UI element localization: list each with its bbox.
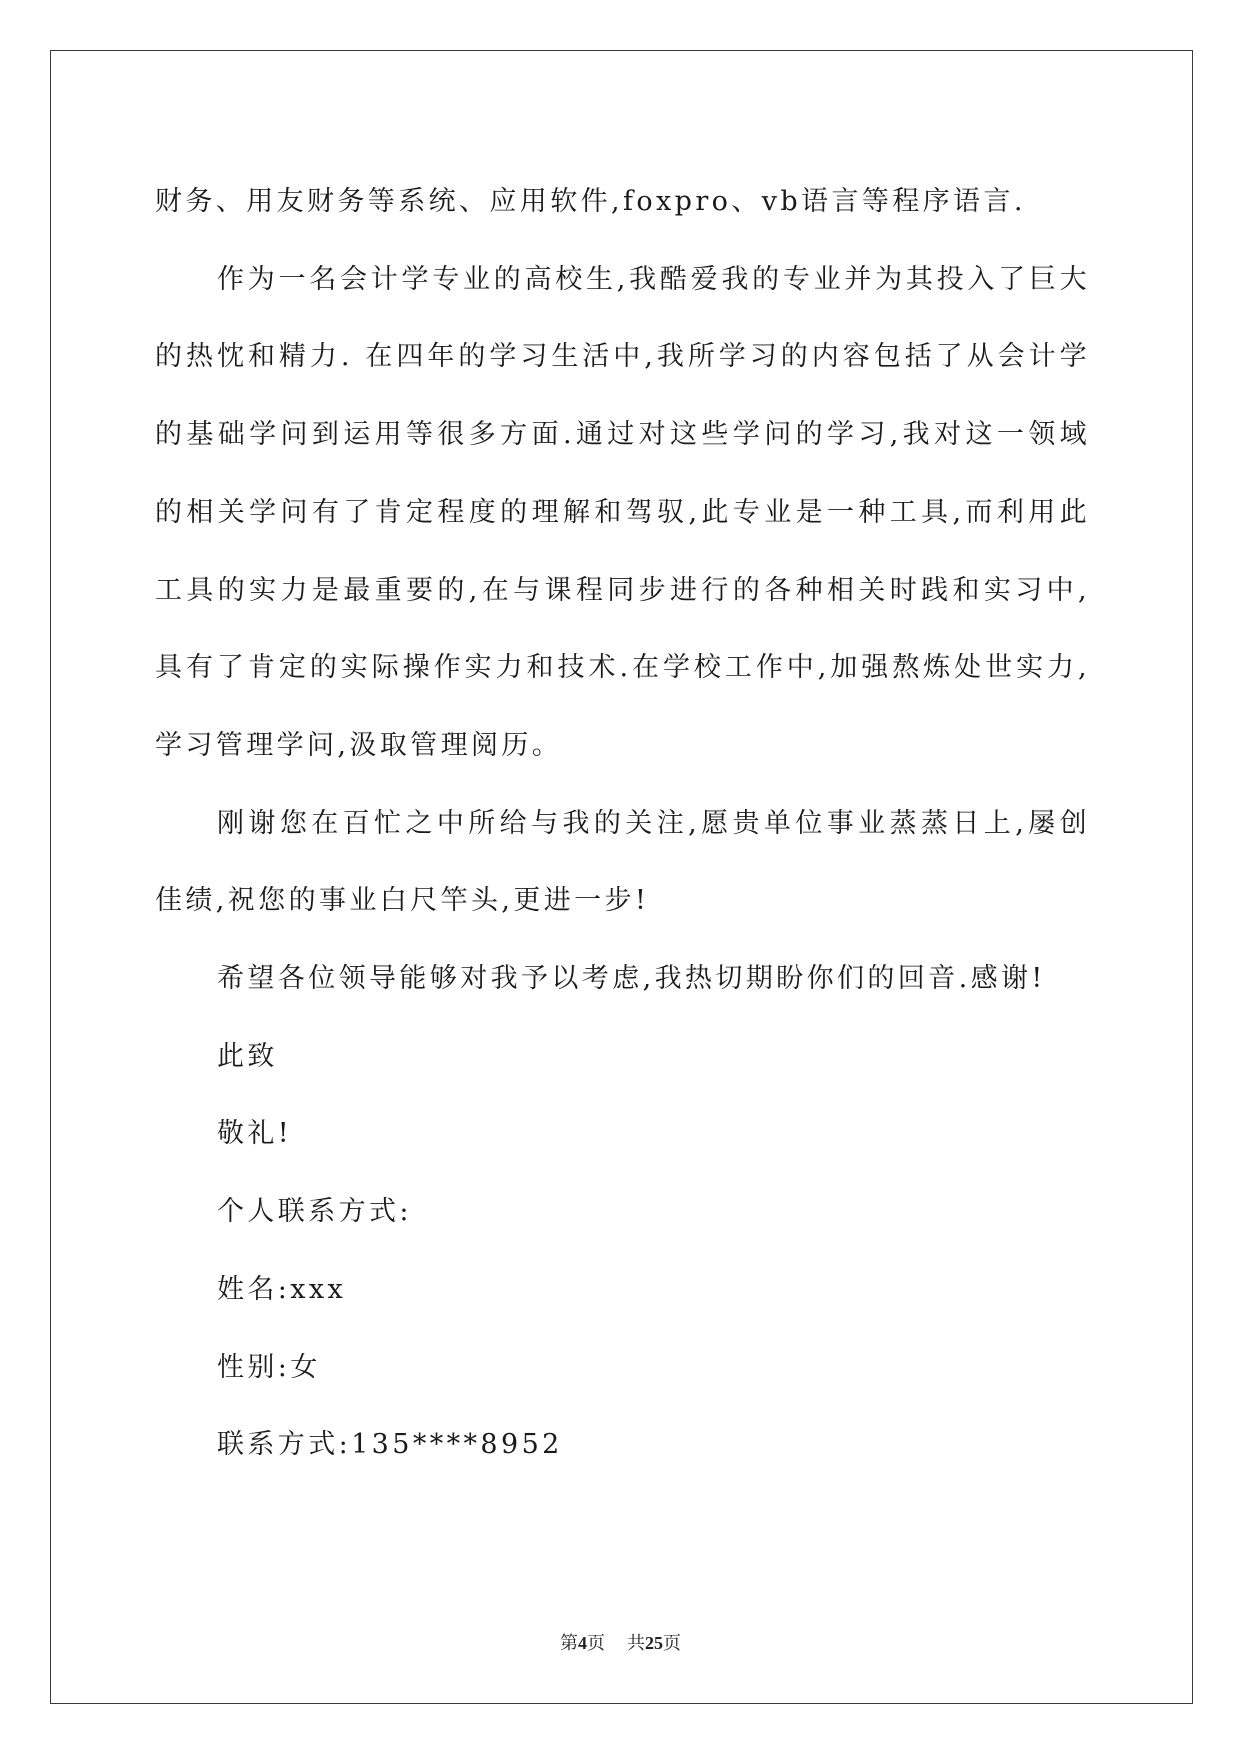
paragraph-1: 财务、用友财务等系统、应用软件,foxpro、vb语言等程序语言.	[155, 186, 1026, 217]
closing-salutation-1: 此致	[217, 1040, 278, 1072]
footer-page-suffix: 页	[587, 1633, 605, 1654]
footer-total-suffix: 页	[663, 1633, 681, 1654]
footer-total-pages: 25	[645, 1633, 663, 1653]
contact-name: 姓名:xxx	[217, 1273, 347, 1305]
footer-total-prefix: 共	[627, 1633, 645, 1654]
paragraph-3: 刚谢您在百忙之中所给与我的关注,愿贵单位事业蒸蒸日上,屡创佳绩,祝您的事业白尺竿头,更进一步!	[155, 807, 1090, 917]
footer-page-number: 4	[578, 1633, 587, 1653]
contact-heading: 个人联系方式:	[217, 1196, 412, 1228]
contact-gender: 性别:女	[217, 1351, 321, 1383]
contact-phone: 联系方式:135****8952	[217, 1429, 563, 1461]
paragraph-2: 作为一名会计学专业的高校生,我酷爱我的专业并为其投入了巨大的热忱和精力. 在四年的学习生活中,我所学习的内容包括了从会计学的基础学问到运用等很多方面.通过对这些学问的学习,我对这一领域的相关学问有了肯定程度的理解和驾驭,此专业是一种工具,而利用此工具的实力是最重要的,在与课程同步进行的各种相关时践和实习中, 具有了肯定的实际操作实力和技术.在学校工作中,加强熬炼处世实力,学习管理学问,汲取管理阅历。	[155, 263, 1090, 761]
page-footer	[0, 1629, 1241, 1655]
paragraph-4: 希望各位领导能够对我予以考虑,我热切期盼你们的回音.感谢!	[217, 963, 1046, 995]
document-body	[155, 163, 1090, 1484]
footer-prefix: 第	[560, 1633, 578, 1654]
closing-salutation-2: 敬礼!	[217, 1118, 293, 1150]
